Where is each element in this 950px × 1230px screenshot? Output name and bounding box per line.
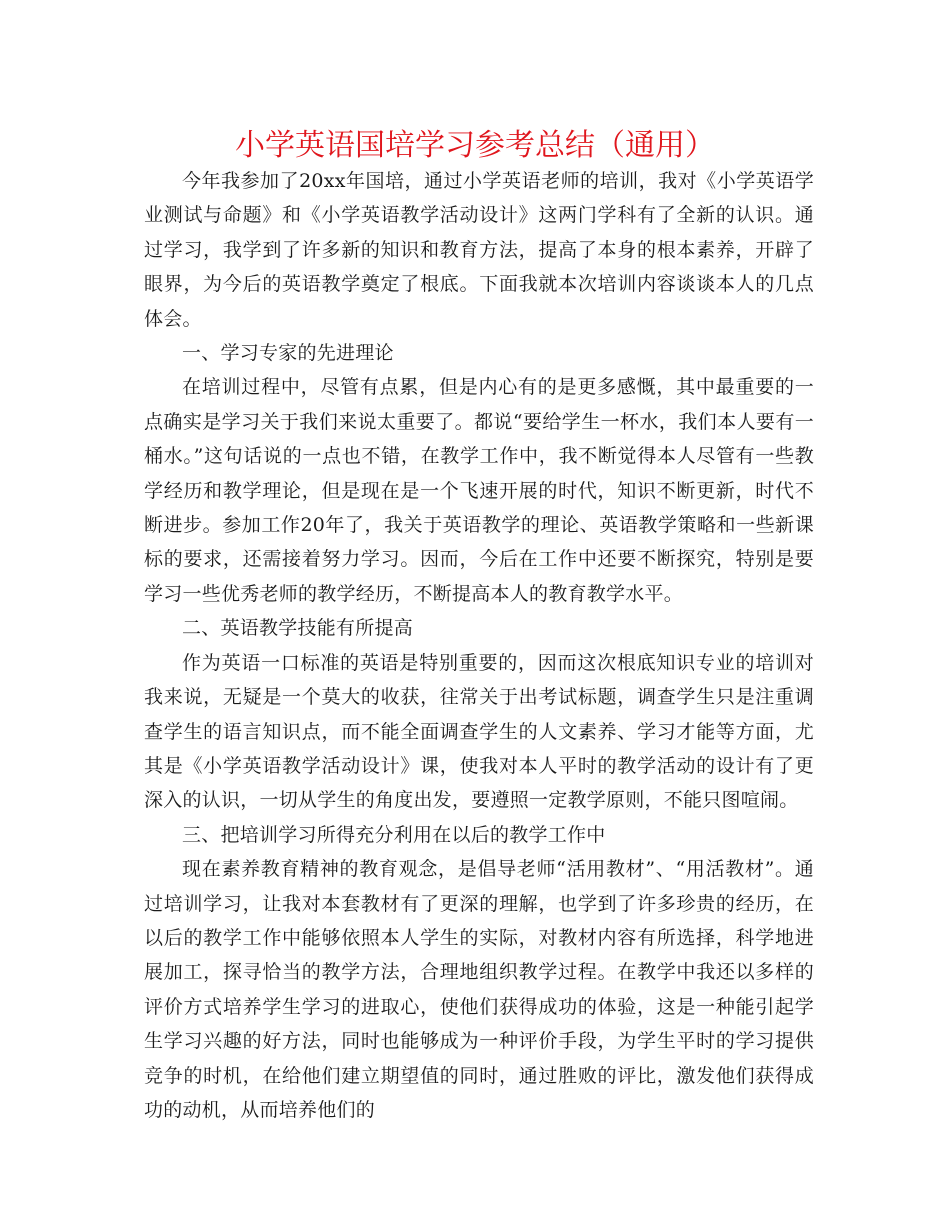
intro-paragraph: 今年我参加了20xx年国培，通过小学英语老师的培训，我对《小学英语学业测试与命题》和《小学英语教学活动设计》这两门学科有了全新的认识。通过学习，我学到了许多新的知识和教育方法，提高了本身的根本素养，开辟了眼界，为今后的英语教学奠定了根底。下面我就本次培训内容谈谈本人的几点体会。: [144, 170, 814, 330]
section-heading-3: 三、把培训学习所得充分利用在以后的教学工作中: [182, 823, 606, 846]
document-body: [144, 164, 814, 1127]
section-heading-2: 二、英语教学技能有所提高: [182, 617, 414, 640]
section-heading-1: 一、学习专家的先进理论: [182, 342, 394, 365]
section-3-paragraph: 现在素养教育精神的教育观念，是倡导老师“活用教材”、“用活教材”。通过培训学习，让我对本套教材有了更深的理解，也学到了许多珍贵的经历，在以后的教学工作中能够依照本人学生的实际，对教材内容有所选择，科学地进展加工，探寻恰当的教学方法，合理地组织教学过程。在教学中我还以多样的评价方式培养学生学习的进取心，使他们获得成功的体验，这是一种能引起学生学习兴趣的好方法，同时也能够成为一种评价手段，为学生平时的学习提供竞争的时机，在给他们建立期望值的同时，通过胜败的评比，激发他们获得成功的动机，从而培养他们的: [144, 858, 814, 1121]
document-title: 小学英语国培学习参考总结（通用）: [235, 128, 715, 163]
section-1-paragraph: 在培训过程中，尽管有点累，但是内心有的是更多感慨，其中最重要的一点确实是学习关于我们来说太重要了。都说“要给学生一杯水，我们本人要有一桶水。”这句话说的一点也不错，在教学工作中，我不断觉得本人尽管有一些教学经历和教学理论，但是现在是一个飞速开展的时代，知识不断更新，时代不断进步。参加工作20年了，我关于英语教学的理论、英语教学策略和一些新课标的要求，还需接着努力学习。因而，今后在工作中还要不断探究，特别是要学习一些优秀老师的教学经历，不断提高本人的教育教学水平。: [144, 376, 814, 605]
section-2-paragraph: 作为英语一口标准的英语是特别重要的，因而这次根底知识专业的培训对我来说，无疑是一个莫大的收获，往常关于出考试标题，调查学生只是注重调查学生的语言知识点，而不能全面调查学生的人文素养、学习才能等方面，尤其是《小学英语教学活动设计》课，使我对本人平时的教学活动的设计有了更深入的认识，一切从学生的角度出发，要遵照一定教学原则，不能只图喧闹。: [144, 651, 814, 812]
